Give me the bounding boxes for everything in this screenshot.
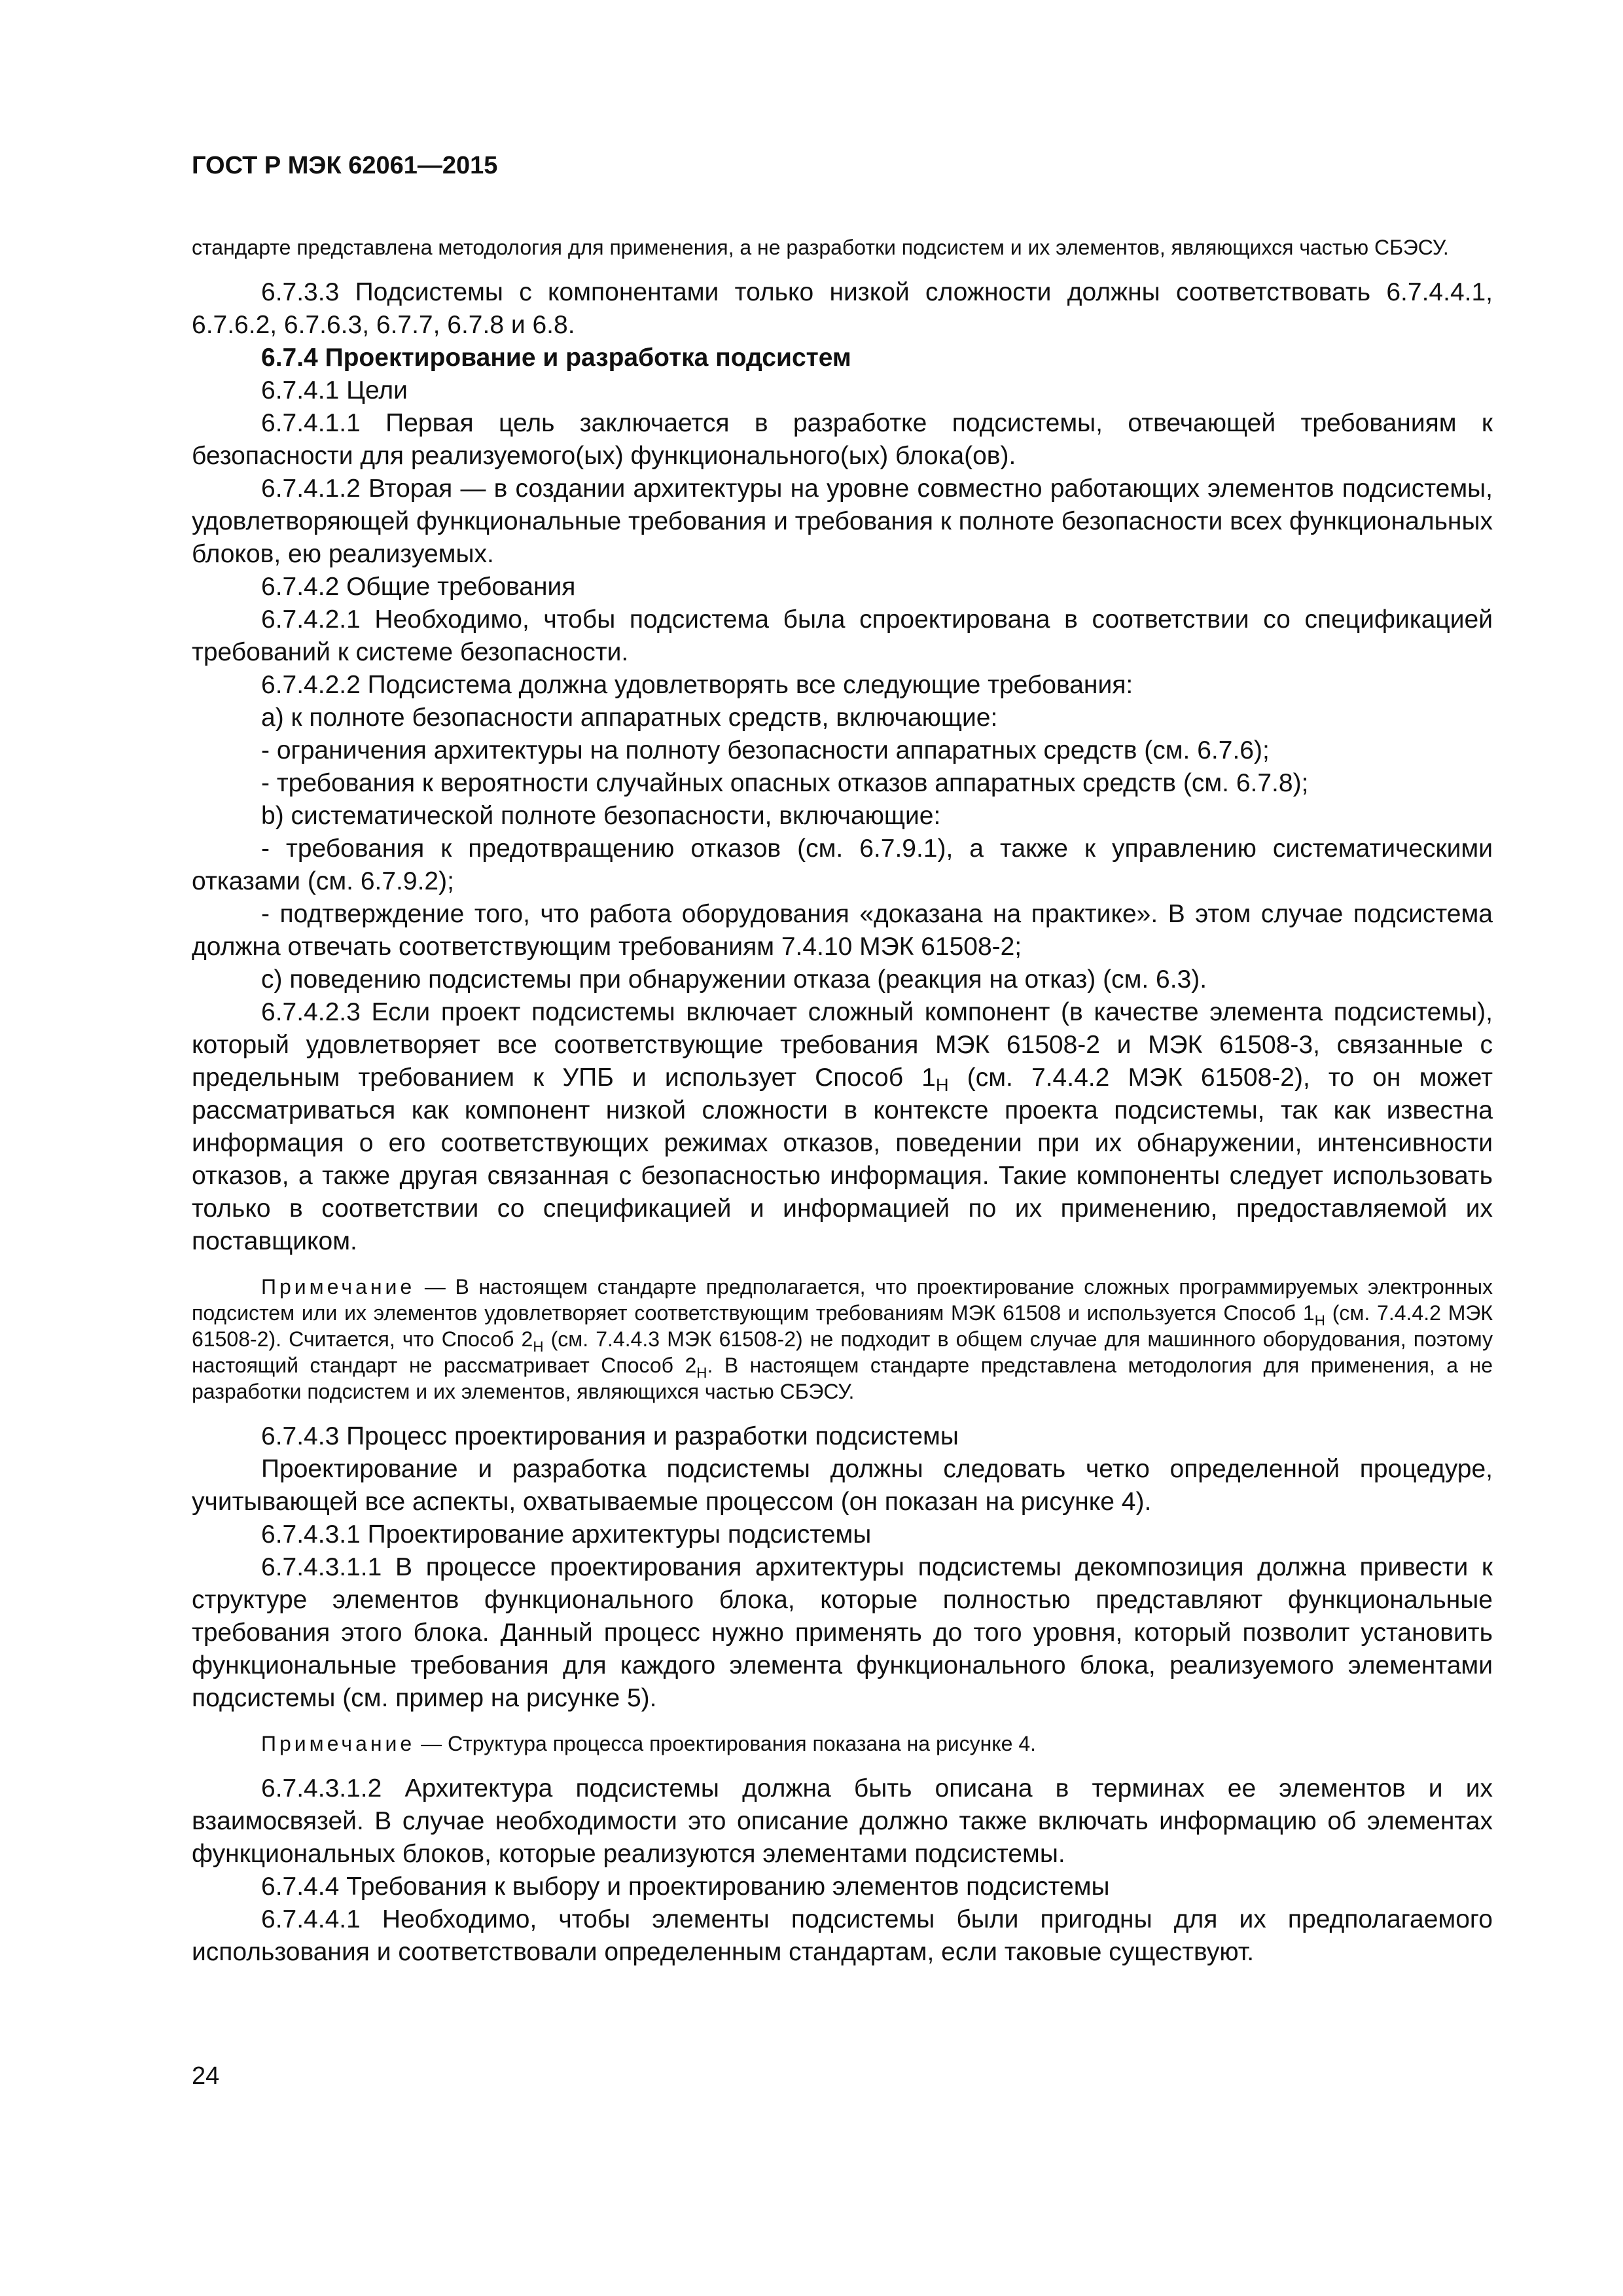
note-text: — Структура процесса проектирования показана на рисунке 4. xyxy=(415,1732,1037,1755)
paragraph-procedure: Проектирование и разработка подсистемы должны следовать четко определенной процедуре, учитывающей все аспекты, охватываемые процессом (он показан на рисунке 4). xyxy=(192,1455,1493,1516)
clause-text: 6.7.4.2.3 Если проект подсистемы включает сложный компонент (в качестве элемента подсистемы), который удовлетворяет все соответствующие требования МЭК 61508-2 и МЭК 61508-3, связанные с предельным требованием к УПБ и использует Способ 1 xyxy=(192,998,1493,1092)
clause-6-7-4-2-1: 6.7.4.2.1 Необходимо, чтобы подсистема была спроектирована в соответствии со спецификацией требований к системе безопасности. xyxy=(192,605,1493,666)
note-2 xyxy=(192,1731,1493,1757)
note-1 xyxy=(192,1274,1493,1405)
clause-6-7-4-1-2: 6.7.4.1.2 Вторая — в создании архитектуры на уровне совместно работающих элементов подсистемы, удовлетворяющей функциональные требования и требования к полноте безопасности всех функциональных блоков, ею реализуемых. xyxy=(192,475,1493,568)
subheading-6-7-4-2: 6.7.4.2 Общие требования xyxy=(261,573,576,601)
list-subitem: - подтверждение того, что работа оборудования «доказана на практике». В этом случае подсистема должна отвечать соответствующим требованиям 7.4.10 МЭК 61508-2; xyxy=(192,900,1493,961)
clause-6-7-4-3-1-2: 6.7.4.3.1.2 Архитектура подсистемы должна быть описана в терминах ее элементов и их взаимосвязей. В случае необходимости это описание должно также включать информацию об элементах функциональных блоков, которые реализуются элементами подсистемы. xyxy=(192,1774,1493,1868)
subscript: Н xyxy=(533,1338,544,1355)
clause-6-7-4-2-3 xyxy=(192,996,1493,1258)
note-text: (см. 7.4.4.2 МЭК 61508-2). Считается, что Способ 2 xyxy=(192,1301,1493,1351)
note-text: (см. 7.4.4.3 МЭК 61508-2) не подходит в общем случае для машинного оборудования, поэтому настоящий стандарт не рассматривает Способ 2 xyxy=(192,1327,1493,1377)
page-number: 24 xyxy=(192,2062,220,2090)
clause-6-7-4-4-1: 6.7.4.4.1 Необходимо, чтобы элементы подсистемы были пригодны для их предполагаемого использования и соответствовали определенным стандартам, если таковые существуют. xyxy=(192,1905,1493,1966)
list-item-c: c) поведению подсистемы при обнаружении отказа (реакция на отказ) (см. 6.3). xyxy=(261,965,1207,994)
list-subitem: - требования к вероятности случайных опасных отказов аппаратных средств (см. 6.7.8); xyxy=(261,769,1309,797)
subheading-6-7-4-4: 6.7.4.4 Требования к выбору и проектированию элементов подсистемы xyxy=(261,1873,1110,1901)
section-heading-6-7-4: 6.7.4 Проектирование и разработка подсистем xyxy=(261,344,851,372)
note-label: Примечание xyxy=(261,1732,416,1755)
clause-6-7-4-3-1-1: 6.7.4.3.1.1 В процессе проектирования архитектуры подсистемы декомпозиция должна привести к структуре элементов функционального блока, которые полностью представляют функциональные требования этого блока. Данный процесс нужно применять до того уровня, который позволит установить функциональные требования для каждого элемента функционального блока, реализуемого элементами подсистемы (см. пример на рисунке 5). xyxy=(192,1553,1493,1712)
document-page xyxy=(192,149,1493,1969)
document-body xyxy=(192,234,1493,1969)
list-subitem: - требования к предотвращению отказов (см. 6.7.9.1), а также к управлению систематическими отказами (см. 6.7.9.2); xyxy=(192,834,1493,895)
clause-6-7-4-1-1: 6.7.4.1.1 Первая цель заключается в разработке подсистемы, отвечающей требованиям к безопасности для реализуемого(ых) функционального(ых) блока(ов). xyxy=(192,409,1493,470)
clause-6-7-3-3: 6.7.3.3 Подсистемы с компонентами только низкой сложности должны соответствовать 6.7.4.4.1, 6.7.6.2, 6.7.6.3, 6.7.7, 6.7.8 и 6.8. xyxy=(192,278,1493,339)
clause-text: (см. 7.4.4.2 МЭК 61508-2), то он может рассматриваться как компонент низкой сложности в контексте проекта подсистемы, так как известна информация о его соответствующих режимах отказов, поведении при их обнаружении, интенсивности отказов, а также другая связанная с безопасностью информация. Такие компоненты следует использовать только в соответствии со спецификацией и информацией по их применению, предоставляемой их поставщиком. xyxy=(192,1064,1493,1255)
clause-6-7-4-2-2: 6.7.4.2.2 Подсистема должна удовлетворять все следующие требования: xyxy=(261,671,1133,699)
subscript: Н xyxy=(1314,1312,1325,1329)
subscript: Н xyxy=(696,1365,707,1381)
list-item-a: a) к полноте безопасности аппаратных средств, включающие: xyxy=(261,704,998,732)
subheading-6-7-4-3: 6.7.4.3 Процесс проектирования и разработки подсистемы xyxy=(261,1422,959,1450)
standard-header: ГОСТ Р МЭК 62061—2015 xyxy=(192,152,498,179)
note-text: — В настоящем стандарте предполагается, что проектирование сложных программируемых электронных подсистем или их элементов удовлетворяет соответствующим требованиям МЭК 61508 и используется Способ 1 xyxy=(192,1275,1493,1325)
note-text: . В настоящем стандарте представлена методология для применения, а не разработки подсистем и их элементов, являющихся частью СБЭСУ. xyxy=(192,1354,1493,1403)
list-item-b: b) систематической полноте безопасности, включающие: xyxy=(261,802,941,830)
subheading-6-7-4-1: 6.7.4.1 Цели xyxy=(261,376,408,404)
note-label: Примечание xyxy=(261,1275,416,1299)
list-subitem: - ограничения архитектуры на полноту безопасности аппаратных средств (см. 6.7.6); xyxy=(261,736,1270,764)
continued-note-text: стандарте представлена методология для применения, а не разработки подсистем и их элементов, являющихся частью СБЭСУ. xyxy=(192,236,1449,259)
subheading-6-7-4-3-1: 6.7.4.3.1 Проектирование архитектуры подсистемы xyxy=(261,1520,872,1549)
subscript: Н xyxy=(935,1075,949,1095)
